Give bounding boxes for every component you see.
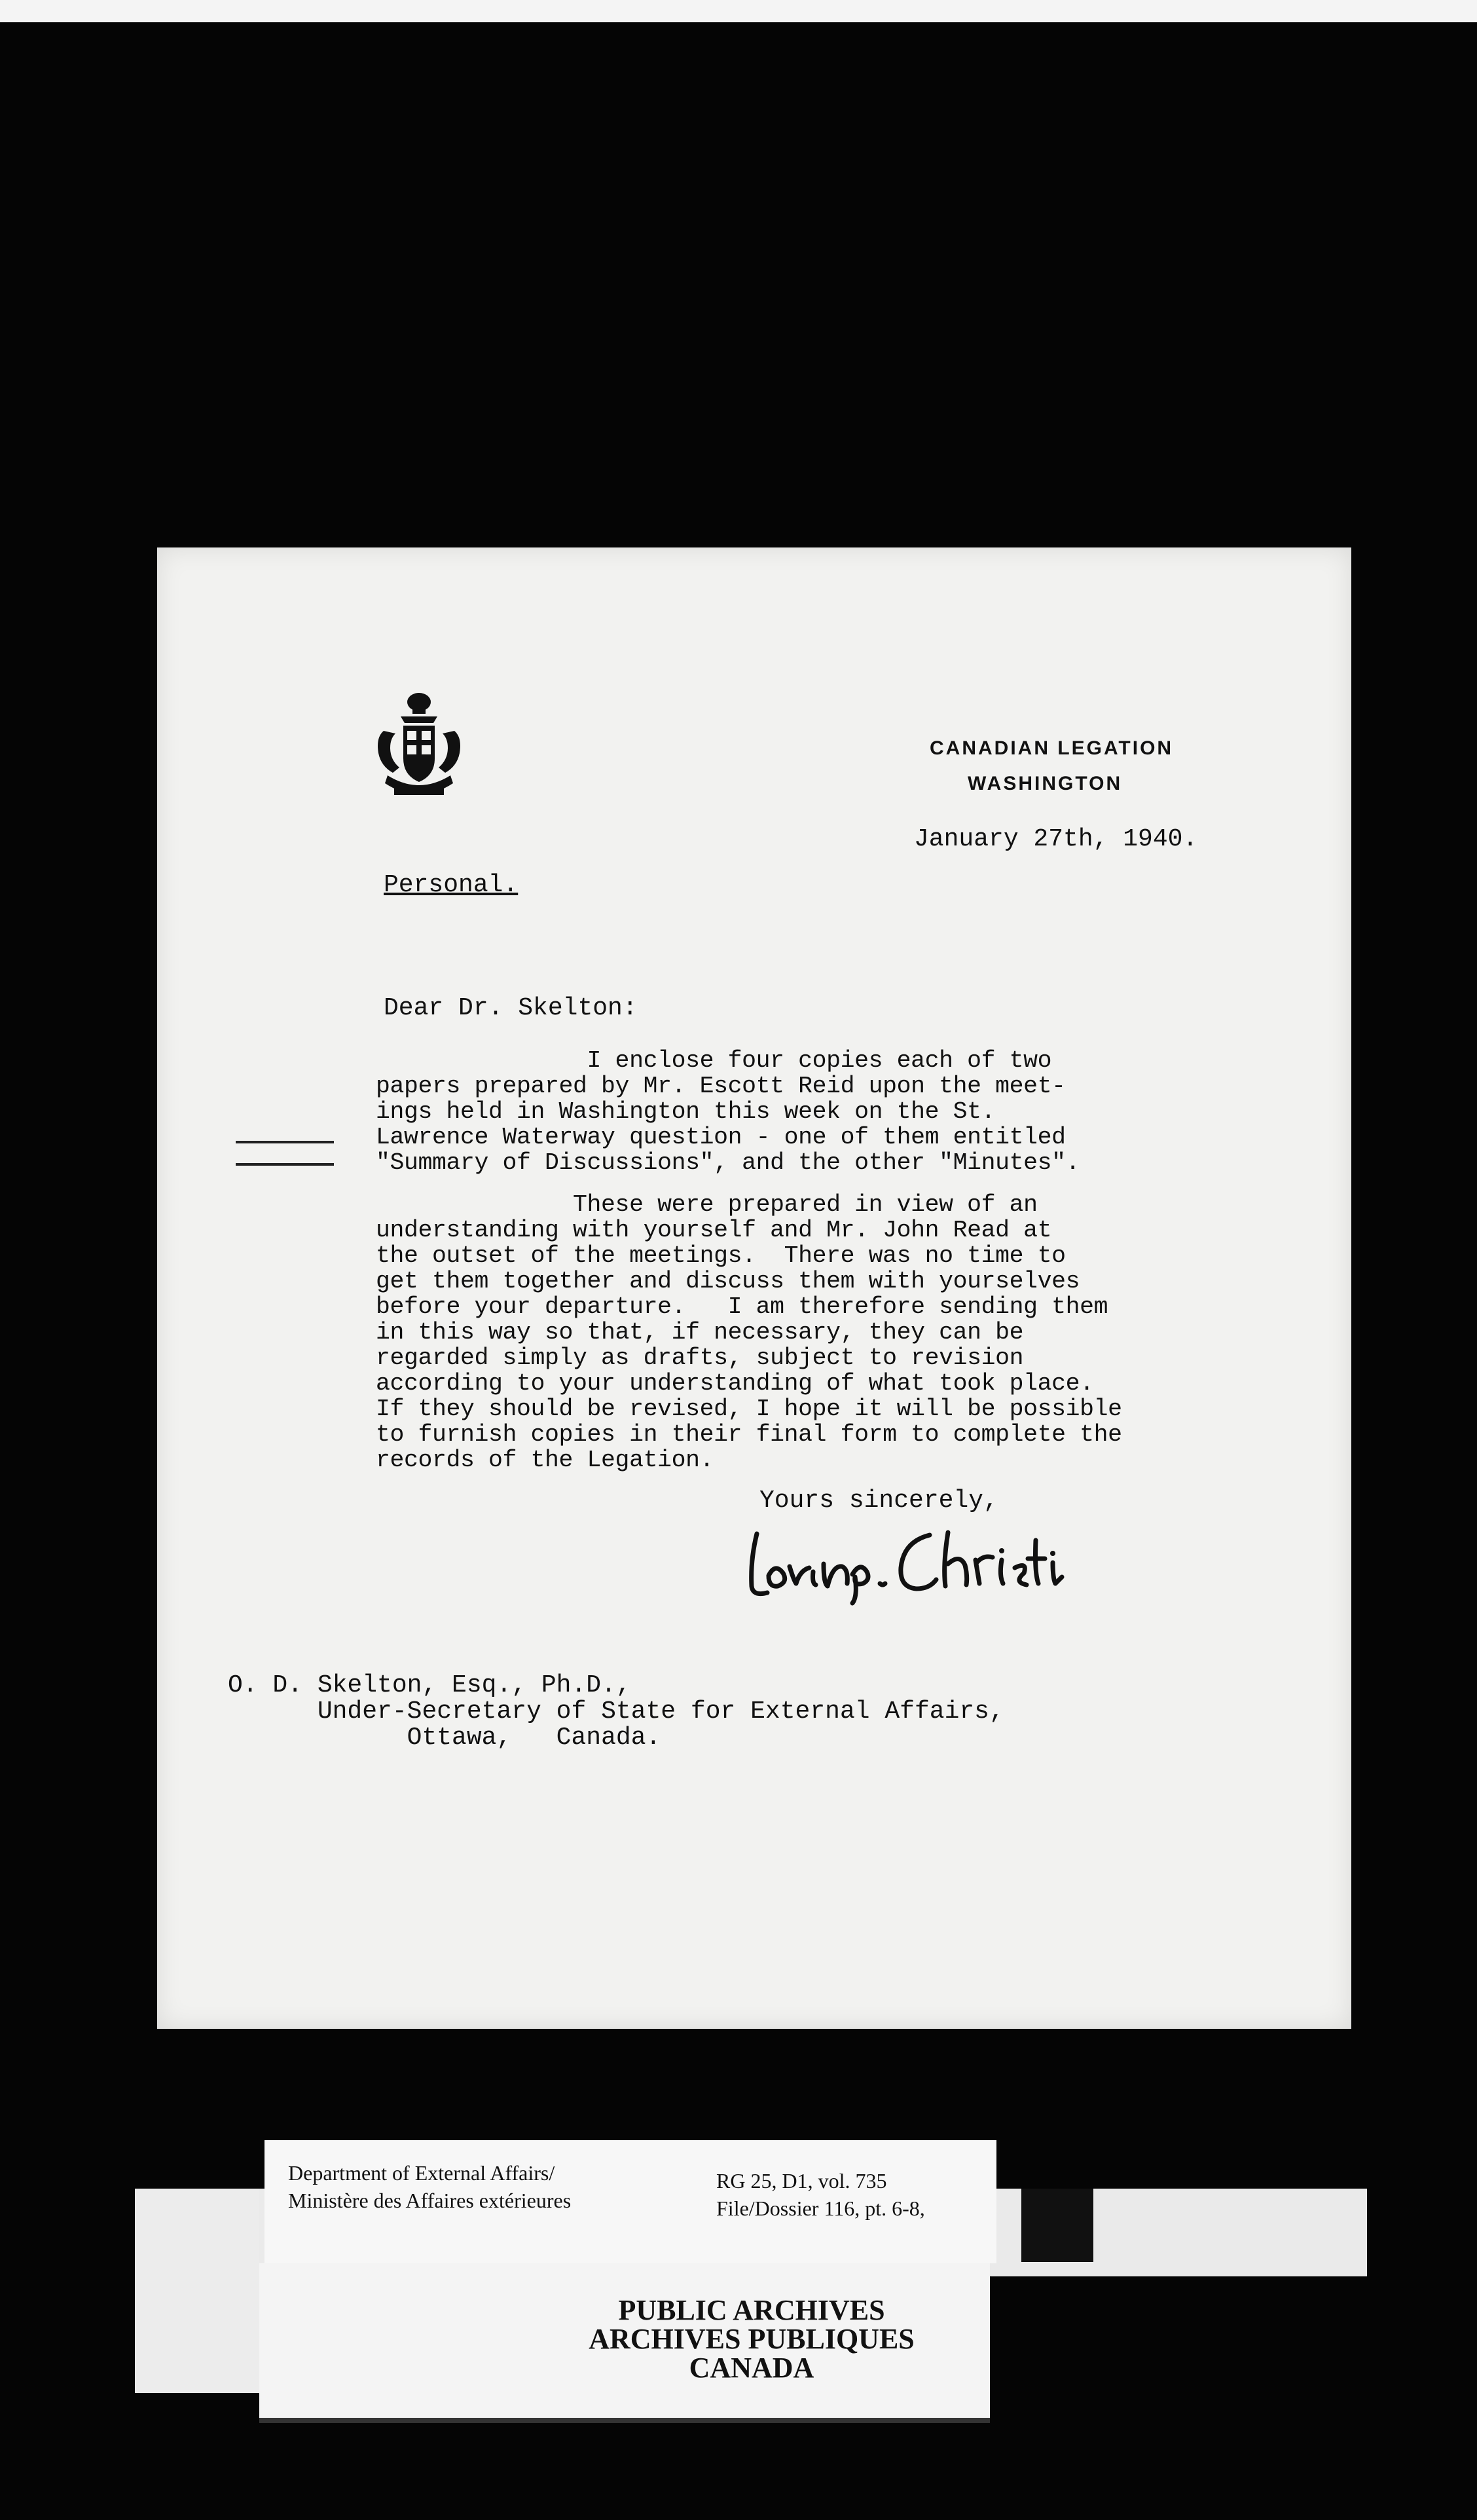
closing: Yours sincerely, (759, 1487, 998, 1515)
stamp-public-archives: PUBLIC ARCHIVES (618, 2294, 885, 2326)
legation-city: WASHINGTON (968, 773, 1123, 794)
salutation: Dear Dr. Skelton: (384, 994, 638, 1022)
coat-of-arms-icon (374, 690, 464, 802)
department-english: Department of External Affairs/ (288, 2161, 555, 2185)
legation-name: CANADIAN LEGATION (930, 737, 1174, 759)
letter-page (157, 547, 1351, 2029)
letter-paragraph-2: These were prepared in view of an understanding with yourself and Mr. John Read at the outset of the meetings. There was no time to get them together and discuss them with yourselves before your departure. I am therefore sending them in this way so that, if necessary, they can be regarded simply as drafts, subject to revision according to your understanding of what took place. If they should be revised, I hope it will be possible to furnish copies in their final form to complete the records of the Legation. (376, 1191, 1122, 1473)
personal-marking: Personal. (384, 871, 519, 899)
handwritten-signature (740, 1521, 1080, 1606)
letter-date: January 27th, 1940. (914, 825, 1198, 853)
record-group-reference: RG 25, D1, vol. 735 (716, 2169, 887, 2193)
archive-label-gap (1021, 2189, 1093, 2262)
label-bottom-edge (259, 2418, 990, 2423)
stamp-archives-publiques: ARCHIVES PUBLIQUES (589, 2323, 915, 2355)
department-french: Ministère des Affaires extérieures (288, 2189, 572, 2212)
recipient-address: O. D. Skelton, Esq., Ph.D., Under-Secretary of State for External Affairs, Ottawa, Canada. (228, 1671, 1004, 1752)
letter-paragraph-1: I enclose four copies each of two papers prepared by Mr. Escott Reid upon the meet- ings held in Washington this week on the St. Lawrence Waterway question - one of them entitled "Summary of Discussions", and the other "Minutes". (376, 1047, 1080, 1176)
margin-mark (236, 1141, 334, 1143)
file-reference: File/Dossier 116, pt. 6-8, (716, 2196, 925, 2220)
margin-mark (236, 1163, 334, 1166)
film-edge (0, 0, 1477, 22)
stamp-canada: CANADA (689, 2352, 814, 2384)
